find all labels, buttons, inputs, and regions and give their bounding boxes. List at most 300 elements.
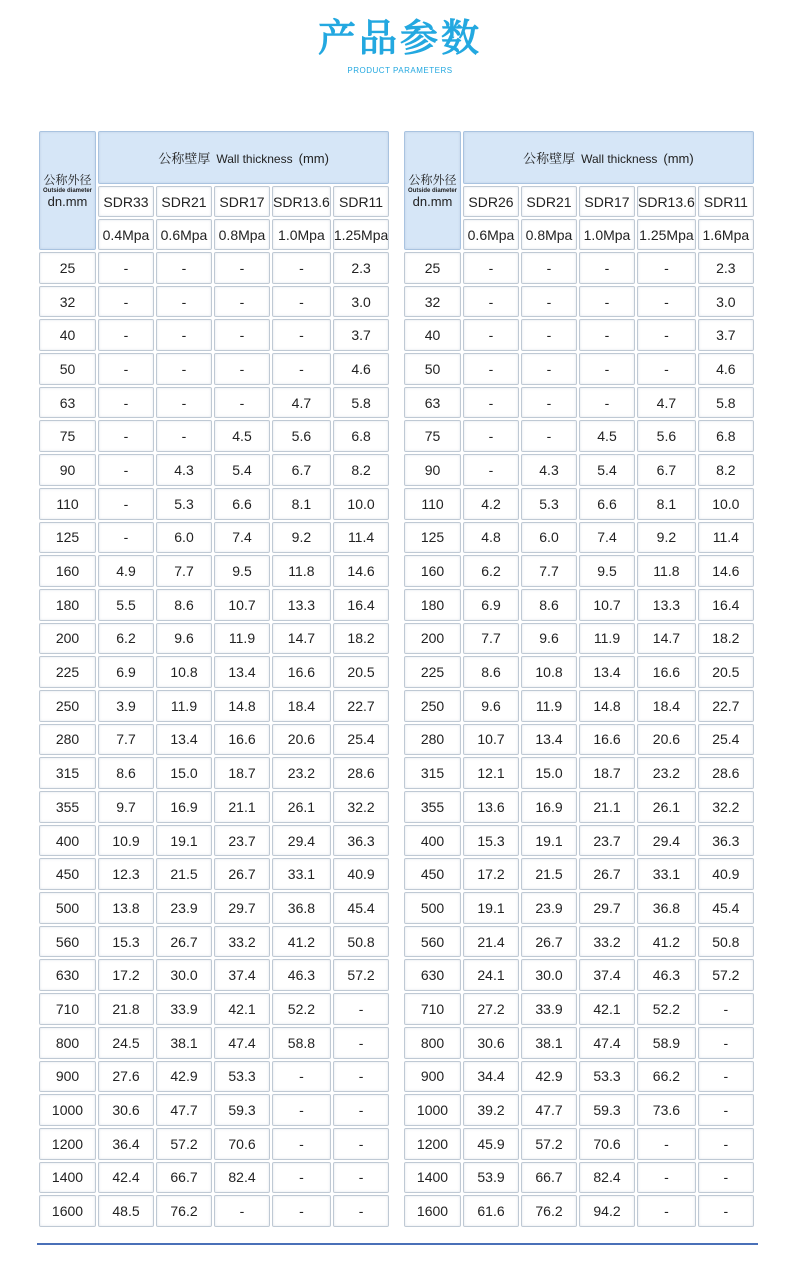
thickness-cell: 6.6 <box>214 488 270 520</box>
thickness-cell: 30.6 <box>463 1027 519 1059</box>
diameter-cell: 90 <box>39 454 96 486</box>
sdr-header: SDR33 <box>98 186 154 217</box>
thickness-cell: - <box>156 286 212 318</box>
table-row <box>404 555 754 587</box>
thickness-cell: - <box>98 286 154 318</box>
thickness-cell: - <box>637 252 696 284</box>
diameter-cell: 400 <box>39 825 96 857</box>
thickness-cell: 40.9 <box>698 858 754 890</box>
table-row <box>404 926 754 958</box>
thickness-cell: 6.8 <box>698 420 754 452</box>
table-row <box>39 791 389 823</box>
diameter-cell: 560 <box>39 926 96 958</box>
thickness-cell: - <box>698 1195 754 1227</box>
diameter-cell: 75 <box>39 420 96 452</box>
thickness-cell: 57.2 <box>521 1128 577 1160</box>
thickness-cell: 20.5 <box>698 656 754 688</box>
thickness-cell: 11.9 <box>521 690 577 722</box>
table-row <box>404 488 754 520</box>
thickness-cell: 7.4 <box>214 522 270 554</box>
thickness-cell: 33.9 <box>521 993 577 1025</box>
thickness-cell: 76.2 <box>521 1195 577 1227</box>
thickness-cell: 76.2 <box>156 1195 212 1227</box>
table-row <box>404 1061 754 1093</box>
diameter-cell: 110 <box>404 488 461 520</box>
thickness-cell: 4.5 <box>579 420 635 452</box>
thickness-cell: 5.8 <box>333 387 389 419</box>
thickness-cell: - <box>698 1162 754 1194</box>
thickness-cell: - <box>463 454 519 486</box>
thickness-cell: 37.4 <box>579 959 635 991</box>
table-row <box>39 589 389 621</box>
thickness-cell: 13.6 <box>463 791 519 823</box>
thickness-cell: - <box>698 993 754 1025</box>
table-row <box>39 757 389 789</box>
thickness-cell: 53.9 <box>463 1162 519 1194</box>
wall-thickness-label-en: Wall thickness <box>216 152 293 166</box>
thickness-cell: 5.6 <box>637 420 696 452</box>
thickness-cell: 73.6 <box>637 1094 696 1126</box>
thickness-cell: 2.3 <box>698 252 754 284</box>
thickness-cell: - <box>98 319 154 351</box>
table-row <box>404 1094 754 1126</box>
sdr-header: SDR26 <box>463 186 519 217</box>
diameter-cell: 800 <box>404 1027 461 1059</box>
pressure-header: 1.0Mpa <box>272 219 331 250</box>
table-row <box>39 1027 389 1059</box>
wall-thickness-unit: (mm) <box>663 151 694 166</box>
thickness-cell: 11.8 <box>272 555 331 587</box>
table-row <box>404 825 754 857</box>
thickness-cell: 10.7 <box>214 589 270 621</box>
thickness-cell: 12.3 <box>98 858 154 890</box>
table-row <box>39 1061 389 1093</box>
table-row <box>39 825 389 857</box>
thickness-cell: 37.4 <box>214 959 270 991</box>
thickness-cell: 16.6 <box>637 656 696 688</box>
thickness-cell: 26.1 <box>637 791 696 823</box>
thickness-cell: 5.3 <box>521 488 577 520</box>
thickness-cell: - <box>637 1128 696 1160</box>
thickness-cell: 30.0 <box>156 959 212 991</box>
thickness-cell: 40.9 <box>333 858 389 890</box>
thickness-cell: - <box>637 286 696 318</box>
diameter-cell: 800 <box>39 1027 96 1059</box>
thickness-cell: 5.5 <box>98 589 154 621</box>
page-title: 产品参数 <box>317 16 482 60</box>
table-row <box>39 353 389 385</box>
table-row <box>404 522 754 554</box>
thickness-cell: 66.7 <box>521 1162 577 1194</box>
thickness-cell: 82.4 <box>579 1162 635 1194</box>
thickness-cell: 15.3 <box>463 825 519 857</box>
thickness-cell: 8.6 <box>463 656 519 688</box>
sdr-header: SDR17 <box>579 186 635 217</box>
diameter-cell: 25 <box>39 252 96 284</box>
thickness-cell: 42.1 <box>214 993 270 1025</box>
thickness-cell: 23.2 <box>272 757 331 789</box>
thickness-cell: 3.9 <box>98 690 154 722</box>
thickness-cell: 19.1 <box>521 825 577 857</box>
thickness-cell: 13.4 <box>579 656 635 688</box>
thickness-cell: 50.8 <box>333 926 389 958</box>
thickness-cell: 52.2 <box>637 993 696 1025</box>
diameter-cell: 50 <box>39 353 96 385</box>
pressure-header: 1.0Mpa <box>579 219 635 250</box>
thickness-cell: - <box>579 286 635 318</box>
thickness-cell: 7.7 <box>463 623 519 655</box>
table-row <box>39 488 389 520</box>
wall-thickness-label-zh: 公称壁厚 <box>523 152 576 167</box>
thickness-cell: 33.1 <box>272 858 331 890</box>
diameter-cell: 1600 <box>39 1195 96 1227</box>
thickness-cell: 9.5 <box>214 555 270 587</box>
thickness-cell: 59.3 <box>579 1094 635 1126</box>
thickness-cell: 5.4 <box>214 454 270 486</box>
pressure-header: 0.4Mpa <box>98 219 154 250</box>
thickness-cell: 30.6 <box>98 1094 154 1126</box>
thickness-cell: 2.3 <box>333 252 389 284</box>
diameter-cell: 180 <box>404 589 461 621</box>
thickness-cell: 21.1 <box>579 791 635 823</box>
thickness-cell: 36.8 <box>637 892 696 924</box>
thickness-cell: 6.2 <box>463 555 519 587</box>
thickness-cell: 17.2 <box>98 959 154 991</box>
diameter-cell: 110 <box>39 488 96 520</box>
thickness-cell: - <box>214 387 270 419</box>
table-row <box>404 959 754 991</box>
thickness-cell: - <box>214 1195 270 1227</box>
table-row <box>39 959 389 991</box>
thickness-cell: - <box>272 1162 331 1194</box>
outside-diameter-header <box>39 131 96 250</box>
diameter-cell: 200 <box>404 623 461 655</box>
thickness-cell: 8.6 <box>156 589 212 621</box>
thickness-cell: 22.7 <box>333 690 389 722</box>
thickness-cell: 29.7 <box>579 892 635 924</box>
sdr-header: SDR21 <box>521 186 577 217</box>
diameter-cell: 160 <box>404 555 461 587</box>
thickness-cell: 9.2 <box>272 522 331 554</box>
table-row <box>404 319 754 351</box>
diameter-cell: 1400 <box>404 1162 461 1194</box>
thickness-cell: 4.7 <box>637 387 696 419</box>
table-row <box>404 387 754 419</box>
thickness-cell: 21.8 <box>98 993 154 1025</box>
thickness-cell: 29.4 <box>272 825 331 857</box>
table-row <box>39 656 389 688</box>
thickness-cell: 46.3 <box>272 959 331 991</box>
thickness-cell: 4.3 <box>521 454 577 486</box>
diameter-cell: 1000 <box>39 1094 96 1126</box>
thickness-cell: 23.7 <box>214 825 270 857</box>
pressure-header: 0.6Mpa <box>463 219 519 250</box>
thickness-cell: - <box>272 286 331 318</box>
thickness-cell: 11.9 <box>214 623 270 655</box>
thickness-cell: 41.2 <box>272 926 331 958</box>
thickness-cell: 58.8 <box>272 1027 331 1059</box>
pressure-header: 0.8Mpa <box>521 219 577 250</box>
thickness-cell: 10.7 <box>463 724 519 756</box>
thickness-cell: 20.6 <box>272 724 331 756</box>
thickness-cell: 42.1 <box>579 993 635 1025</box>
thickness-cell: 27.2 <box>463 993 519 1025</box>
thickness-cell: - <box>272 1128 331 1160</box>
thickness-cell: 3.0 <box>333 286 389 318</box>
page-header <box>0 14 800 75</box>
thickness-cell: 29.4 <box>637 825 696 857</box>
thickness-cell: 82.4 <box>214 1162 270 1194</box>
table-row <box>404 1195 754 1227</box>
wall-thickness-unit: (mm) <box>298 151 329 166</box>
thickness-cell: 57.2 <box>156 1128 212 1160</box>
thickness-cell: 8.2 <box>698 454 754 486</box>
thickness-cell: - <box>333 1128 389 1160</box>
thickness-cell: 10.8 <box>156 656 212 688</box>
diameter-cell: 90 <box>404 454 461 486</box>
thickness-cell: 13.3 <box>272 589 331 621</box>
diameter-cell: 32 <box>404 286 461 318</box>
table-row <box>39 319 389 351</box>
thickness-cell: 23.9 <box>156 892 212 924</box>
thickness-cell: 38.1 <box>156 1027 212 1059</box>
thickness-cell: 39.2 <box>463 1094 519 1126</box>
diameter-cell: 355 <box>404 791 461 823</box>
diameter-cell: 315 <box>404 757 461 789</box>
thickness-cell: - <box>637 1195 696 1227</box>
diameter-cell: 75 <box>404 420 461 452</box>
thickness-cell: 8.1 <box>637 488 696 520</box>
diameter-cell: 500 <box>39 892 96 924</box>
thickness-cell: - <box>272 353 331 385</box>
thickness-cell: 8.2 <box>333 454 389 486</box>
thickness-cell: - <box>698 1128 754 1160</box>
thickness-cell: - <box>156 387 212 419</box>
thickness-cell: 47.4 <box>579 1027 635 1059</box>
thickness-cell: 33.2 <box>214 926 270 958</box>
thickness-cell: 26.1 <box>272 791 331 823</box>
diameter-cell: 250 <box>404 690 461 722</box>
thickness-cell: 29.7 <box>214 892 270 924</box>
table-row <box>404 589 754 621</box>
thickness-cell: 15.3 <box>98 926 154 958</box>
thickness-cell: 11.4 <box>333 522 389 554</box>
thickness-cell: 14.6 <box>698 555 754 587</box>
sdr-header: SDR11 <box>698 186 754 217</box>
thickness-cell: 4.6 <box>698 353 754 385</box>
thickness-cell: 57.2 <box>698 959 754 991</box>
diameter-cell: 32 <box>39 286 96 318</box>
thickness-cell: 5.4 <box>579 454 635 486</box>
spec-table-right <box>402 129 756 1229</box>
table-row <box>404 656 754 688</box>
sdr-header: SDR21 <box>156 186 212 217</box>
table-row <box>39 892 389 924</box>
thickness-cell: - <box>463 319 519 351</box>
thickness-cell: 11.9 <box>156 690 212 722</box>
thickness-cell: - <box>333 1027 389 1059</box>
table-row <box>39 1195 389 1227</box>
table-row <box>404 690 754 722</box>
diameter-cell: 1200 <box>39 1128 96 1160</box>
table-row <box>39 387 389 419</box>
thickness-cell: 18.7 <box>579 757 635 789</box>
diameter-cell: 180 <box>39 589 96 621</box>
thickness-cell: 19.1 <box>463 892 519 924</box>
thickness-cell: 45.4 <box>333 892 389 924</box>
thickness-cell: - <box>521 252 577 284</box>
diameter-cell: 40 <box>39 319 96 351</box>
thickness-cell: 14.8 <box>579 690 635 722</box>
thickness-cell: - <box>521 420 577 452</box>
thickness-cell: 33.9 <box>156 993 212 1025</box>
thickness-cell: 6.9 <box>98 656 154 688</box>
thickness-cell: 21.5 <box>521 858 577 890</box>
thickness-cell: 13.4 <box>214 656 270 688</box>
thickness-cell: 18.4 <box>272 690 331 722</box>
thickness-cell: 18.2 <box>333 623 389 655</box>
diameter-cell: 710 <box>39 993 96 1025</box>
diameter-cell: 40 <box>404 319 461 351</box>
thickness-cell: 47.7 <box>156 1094 212 1126</box>
table-row <box>404 286 754 318</box>
thickness-cell: - <box>156 420 212 452</box>
thickness-cell: 36.3 <box>698 825 754 857</box>
thickness-cell: 7.7 <box>156 555 212 587</box>
thickness-cell: - <box>272 1094 331 1126</box>
diameter-cell: 63 <box>404 387 461 419</box>
footer-divider <box>37 1243 758 1245</box>
thickness-cell: - <box>98 252 154 284</box>
sdr-header: SDR13.6 <box>637 186 696 217</box>
diameter-cell: 630 <box>39 959 96 991</box>
thickness-cell: 13.4 <box>156 724 212 756</box>
thickness-cell: 20.6 <box>637 724 696 756</box>
thickness-cell: 11.9 <box>579 623 635 655</box>
pressure-header: 1.25Mpa <box>637 219 696 250</box>
thickness-cell: 24.1 <box>463 959 519 991</box>
pressure-header: 0.8Mpa <box>214 219 270 250</box>
thickness-cell: 19.1 <box>156 825 212 857</box>
outside-diameter-label-zh: 公称外径 <box>408 172 457 187</box>
thickness-cell: 18.2 <box>698 623 754 655</box>
thickness-cell: - <box>463 286 519 318</box>
table-row <box>39 522 389 554</box>
thickness-cell: - <box>98 353 154 385</box>
thickness-cell: - <box>214 319 270 351</box>
thickness-cell: - <box>272 319 331 351</box>
thickness-cell: 15.0 <box>156 757 212 789</box>
table-row <box>39 1162 389 1194</box>
wall-thickness-label-zh: 公称壁厚 <box>158 152 211 167</box>
thickness-cell: 36.8 <box>272 892 331 924</box>
thickness-cell: 14.8 <box>214 690 270 722</box>
thickness-cell: 42.9 <box>156 1061 212 1093</box>
thickness-cell: 36.3 <box>333 825 389 857</box>
thickness-cell: 21.4 <box>463 926 519 958</box>
outside-diameter-label-en: Outside diameter <box>42 187 92 194</box>
thickness-cell: - <box>579 387 635 419</box>
table-row <box>39 724 389 756</box>
thickness-cell: 17.2 <box>463 858 519 890</box>
diameter-cell: 280 <box>39 724 96 756</box>
thickness-cell: - <box>579 319 635 351</box>
thickness-cell: 47.4 <box>214 1027 270 1059</box>
thickness-cell: 16.9 <box>521 791 577 823</box>
thickness-cell: - <box>272 1195 331 1227</box>
thickness-cell: 34.4 <box>463 1061 519 1093</box>
thickness-cell: 32.2 <box>333 791 389 823</box>
table-row <box>39 926 389 958</box>
thickness-cell: 45.9 <box>463 1128 519 1160</box>
table-row <box>39 555 389 587</box>
sdr-header: SDR13.6 <box>272 186 331 217</box>
thickness-cell: 13.8 <box>98 892 154 924</box>
thickness-cell: - <box>333 1195 389 1227</box>
thickness-cell: - <box>521 286 577 318</box>
thickness-cell: 6.2 <box>98 623 154 655</box>
table-row <box>39 420 389 452</box>
thickness-cell: 66.2 <box>637 1061 696 1093</box>
thickness-cell: - <box>463 387 519 419</box>
thickness-cell: 8.1 <box>272 488 331 520</box>
thickness-cell: 16.6 <box>214 724 270 756</box>
thickness-cell: 4.6 <box>333 353 389 385</box>
table-row <box>404 757 754 789</box>
thickness-cell: 7.7 <box>521 555 577 587</box>
thickness-cell: - <box>333 1061 389 1093</box>
thickness-cell: - <box>98 387 154 419</box>
thickness-cell: 8.6 <box>521 589 577 621</box>
thickness-cell: 13.3 <box>637 589 696 621</box>
thickness-cell: 59.3 <box>214 1094 270 1126</box>
thickness-cell: 4.7 <box>272 387 331 419</box>
table-row <box>404 1027 754 1059</box>
table-row <box>39 690 389 722</box>
diameter-cell: 900 <box>404 1061 461 1093</box>
thickness-cell: 30.0 <box>521 959 577 991</box>
thickness-cell: - <box>579 252 635 284</box>
diameter-cell: 1200 <box>404 1128 461 1160</box>
thickness-cell: 15.0 <box>521 757 577 789</box>
thickness-cell: 6.0 <box>521 522 577 554</box>
thickness-cell: 70.6 <box>214 1128 270 1160</box>
thickness-cell: 9.2 <box>637 522 696 554</box>
thickness-cell: 24.5 <box>98 1027 154 1059</box>
thickness-cell: 11.8 <box>637 555 696 587</box>
thickness-cell: 10.8 <box>521 656 577 688</box>
thickness-cell: 10.0 <box>333 488 389 520</box>
thickness-cell: 38.1 <box>521 1027 577 1059</box>
thickness-cell: - <box>156 252 212 284</box>
thickness-cell: 3.7 <box>333 319 389 351</box>
thickness-cell: 21.1 <box>214 791 270 823</box>
diameter-cell: 200 <box>39 623 96 655</box>
thickness-cell: 26.7 <box>156 926 212 958</box>
thickness-cell: 16.4 <box>333 589 389 621</box>
thickness-cell: 9.6 <box>156 623 212 655</box>
thickness-cell: 6.7 <box>272 454 331 486</box>
thickness-cell: - <box>98 420 154 452</box>
diameter-cell: 50 <box>404 353 461 385</box>
thickness-cell: 53.3 <box>214 1061 270 1093</box>
thickness-cell: 23.2 <box>637 757 696 789</box>
table-row <box>404 623 754 655</box>
diameter-cell: 630 <box>404 959 461 991</box>
thickness-cell: - <box>637 319 696 351</box>
diameter-cell: 400 <box>404 825 461 857</box>
sdr-header: SDR17 <box>214 186 270 217</box>
